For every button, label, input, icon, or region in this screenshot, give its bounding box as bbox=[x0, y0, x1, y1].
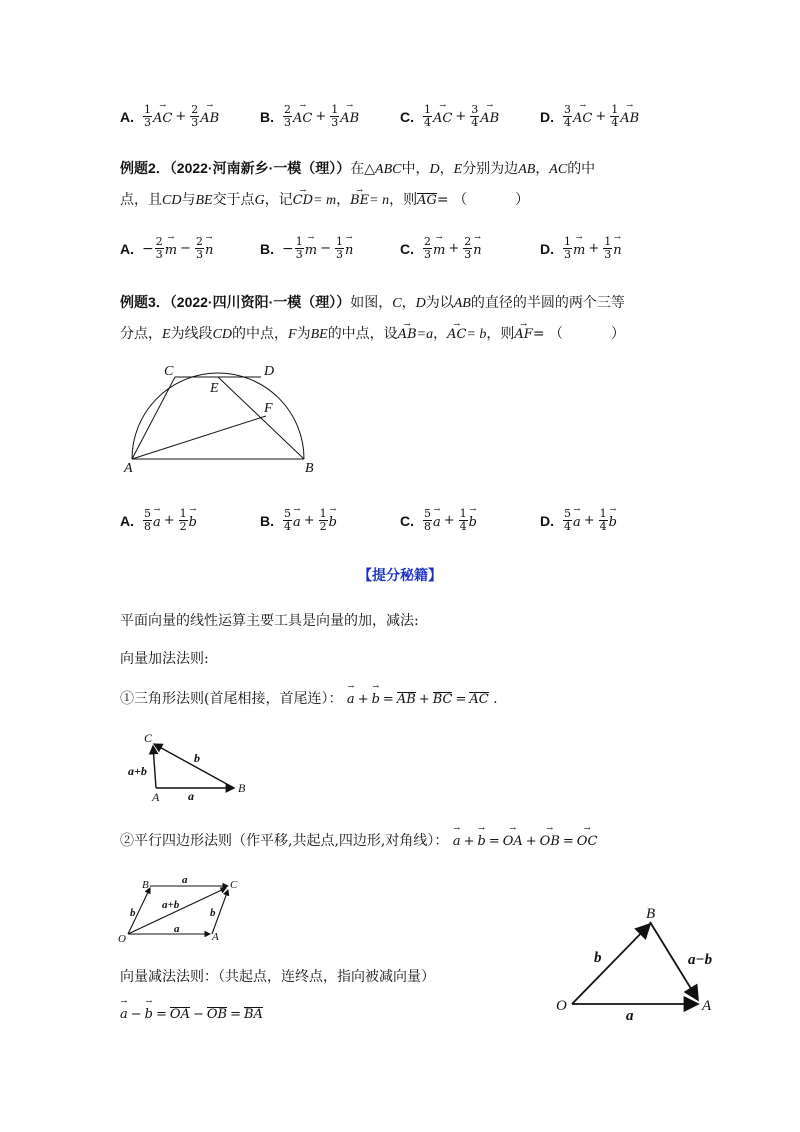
label-o: O bbox=[556, 998, 567, 1014]
label-a-plus-b: a+b bbox=[162, 899, 180, 911]
option-c[interactable]: C. $\frac{2}{3}$ → m + $\frac{2}{3}$ → n bbox=[400, 236, 482, 261]
example-3-stem: 例题3．（2022·四川资阳·一模（理））如图，C，D为以AB的直径的半圆的两个三等 分点，E为线段CD的中点，F为BE的中点，设→ AB=a，→ AC= b，则→ AF= （ ） bbox=[120, 288, 680, 349]
parallelogram-rule: ②平行四边形法则（作平移,共起点,四边形,对角线）： → a +→ b =→ OA +→ OB =→ OC bbox=[120, 830, 597, 850]
subtraction-rule: 向量减法法则：（共起点，连终点，指向被减向量） bbox=[120, 969, 435, 985]
fraction: $\frac{1}{4}$ bbox=[611, 103, 619, 129]
label-top-a: a bbox=[182, 874, 188, 886]
option-d[interactable]: D. $\frac{5}{4}$ → a + $\frac{1}{4}$ → b bbox=[540, 508, 617, 533]
option-b[interactable]: B. $\frac{2}{3}$ → AC + $\frac{1}{3}$ → AB bbox=[260, 104, 359, 129]
addition-rule-heading: 向量加法法则: bbox=[120, 651, 209, 667]
label-b: B bbox=[305, 461, 314, 475]
label-e: E bbox=[210, 381, 219, 396]
option-b[interactable]: B. $\frac{5}{4}$ → a + $\frac{1}{2}$ → b bbox=[260, 508, 337, 533]
option-a[interactable]: A. − $\frac{2}{3}$ → m − $\frac{2}{3}$ → n bbox=[120, 236, 213, 261]
option-d[interactable]: D. $\frac{1}{3}$ → m + $\frac{1}{3}$ → n bbox=[540, 236, 622, 261]
label-a: A bbox=[702, 998, 712, 1014]
fraction: $\frac{5}{4}$ bbox=[564, 507, 571, 533]
label-a: A bbox=[212, 931, 219, 943]
fraction: $\frac{2}{3}$ bbox=[284, 103, 291, 129]
subtraction-figure bbox=[552, 900, 732, 1025]
label-c: C bbox=[164, 364, 174, 379]
semicircle-figure bbox=[118, 360, 318, 475]
fraction: $\frac{1}{3}$ bbox=[144, 103, 151, 129]
parallelogram-figure bbox=[116, 874, 246, 946]
label-bottom-a: a bbox=[174, 923, 180, 935]
option-b[interactable]: B. − $\frac{1}{3}$ → m − $\frac{1}{3}$ → n bbox=[260, 236, 353, 261]
fraction: $\frac{2}{3}$ bbox=[155, 235, 163, 261]
fraction: $\frac{2}{3}$ bbox=[191, 103, 199, 129]
fraction: $\frac{1}{2}$ bbox=[319, 507, 327, 533]
label-vec-a: a bbox=[188, 789, 194, 803]
label-c: C bbox=[230, 879, 238, 891]
segment-af bbox=[132, 416, 266, 459]
fraction: $\frac{2}{3}$ bbox=[424, 235, 431, 261]
fraction: $\frac{1}{3}$ bbox=[331, 103, 339, 129]
fraction: $\frac{1}{3}$ bbox=[564, 235, 571, 261]
triangle-rule: ①三角形法则(首尾相接，首尾连）： → a +→ b = AB + BC = AC . bbox=[120, 688, 498, 708]
fraction: $\frac{2}{3}$ bbox=[464, 235, 472, 261]
label-vec-b: b bbox=[194, 751, 200, 765]
fraction: $\frac{5}{8}$ bbox=[144, 507, 151, 533]
fraction: $\frac{1}{3}$ bbox=[295, 235, 303, 261]
option-c[interactable]: C. $\frac{5}{8}$ → a + $\frac{1}{4}$ → b bbox=[400, 508, 477, 533]
vector-a-plus-b bbox=[153, 746, 156, 788]
fraction: $\frac{1}{3}$ bbox=[604, 235, 612, 261]
label-c: C bbox=[144, 731, 153, 745]
option-a[interactable]: A. $\frac{1}{3}$ → AC + $\frac{2}{3}$ → AB bbox=[120, 104, 219, 129]
section-title: 【提分秘籍】 bbox=[358, 567, 442, 583]
fraction: $\frac{1}{2}$ bbox=[179, 507, 187, 533]
label-left-b: b bbox=[130, 907, 136, 919]
label-b: B bbox=[646, 906, 656, 922]
fraction: $\frac{3}{4}$ bbox=[564, 103, 571, 129]
label-a-minus-b: a−b bbox=[688, 952, 713, 968]
label-right-b: b bbox=[210, 907, 216, 919]
fraction: $\frac{5}{4}$ bbox=[284, 507, 291, 533]
segment-ac bbox=[132, 377, 175, 459]
fraction: $\frac{1}{3}$ bbox=[335, 235, 343, 261]
label-b: B bbox=[142, 879, 149, 891]
label-o: O bbox=[118, 933, 126, 945]
option-a[interactable]: A. $\frac{5}{8}$ → a + $\frac{1}{2}$ → b bbox=[120, 508, 197, 533]
example-2-stem: 例题2．（2022·河南新乡·一模（理））在△ABC中，D，E分别为边AB，AC的中 点，且CD与BE交于点G，记→ CD= m，→ BE= n，则AG= （ ） bbox=[120, 154, 680, 215]
subtraction-formula: → a −→ b = OA − OB = BA bbox=[120, 1004, 263, 1022]
label-vec-a: a bbox=[626, 1008, 634, 1024]
label-vec-b: b bbox=[594, 950, 602, 966]
fraction: $\frac{1}{4}$ bbox=[459, 507, 467, 533]
fraction: $\frac{1}{4}$ bbox=[424, 103, 431, 129]
fraction: $\frac{3}{4}$ bbox=[471, 103, 479, 129]
option-d[interactable]: D. $\frac{3}{4}$ → AC + $\frac{1}{4}$ → AB bbox=[540, 104, 639, 129]
label-d: D bbox=[264, 364, 275, 379]
label-a-plus-b: a+b bbox=[128, 764, 147, 778]
label-b: B bbox=[238, 781, 246, 795]
vector-b bbox=[572, 924, 650, 1004]
fraction: $\frac{2}{3}$ bbox=[195, 235, 203, 261]
triangle-rule-figure bbox=[126, 728, 256, 803]
fraction: $\frac{1}{4}$ bbox=[599, 507, 607, 533]
label-a: A bbox=[152, 790, 160, 803]
fraction: $\frac{5}{8}$ bbox=[424, 507, 431, 533]
label-a: A bbox=[124, 461, 133, 475]
tips-intro: 平面向量的线性运算主要工具是向量的加，减法: bbox=[120, 613, 419, 629]
option-c[interactable]: C. $\frac{1}{4}$ → AC + $\frac{3}{4}$ → AB bbox=[400, 104, 499, 129]
label-f: F bbox=[264, 401, 273, 416]
